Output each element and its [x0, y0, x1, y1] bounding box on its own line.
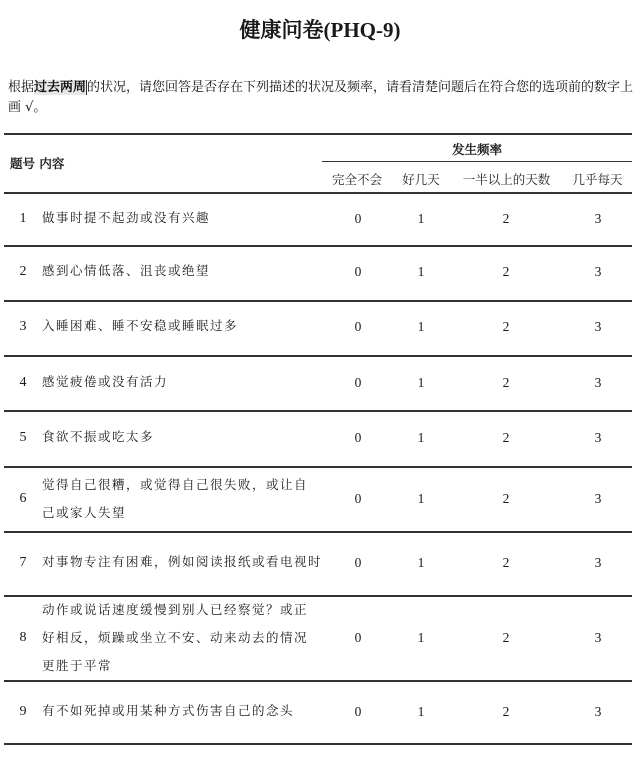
question-text: 有不如死掉或用某种方式伤害自己的念头: [42, 703, 295, 718]
option-0[interactable]: 0: [354, 704, 362, 719]
option-3[interactable]: 3: [594, 704, 602, 719]
page-title: 健康问卷(PHQ-9): [239, 18, 401, 42]
option-3[interactable]: 3: [594, 264, 602, 279]
option-3[interactable]: 3: [594, 555, 602, 570]
row-divider: [4, 531, 632, 533]
option-2[interactable]: 2: [502, 555, 510, 570]
row-divider: [4, 355, 632, 357]
option-0[interactable]: 0: [354, 491, 362, 506]
option-3[interactable]: 3: [594, 430, 602, 445]
option-0[interactable]: 0: [354, 555, 362, 570]
question-number: 1: [19, 211, 27, 226]
question-text: 觉得自己很糟，或觉得自己很失败，或让自己或家人失望: [42, 477, 309, 520]
question-text: 做事时提不起劲或没有兴趣: [42, 210, 211, 225]
option-1[interactable]: 1: [417, 630, 425, 645]
option-2[interactable]: 2: [502, 211, 510, 226]
header-col-several-days: 好几天: [402, 172, 440, 187]
option-3[interactable]: 3: [594, 375, 602, 390]
option-0[interactable]: 0: [354, 319, 362, 334]
option-2[interactable]: 2: [502, 430, 510, 445]
row-divider: [4, 680, 632, 682]
question-text: 感到心情低落、沮丧或绝望: [42, 263, 211, 278]
header-number-content: 题号 内容: [10, 156, 65, 171]
instructions-suffix: 的状况，请您回答是否存在下列描述的状况及频率，请看清楚问题后在符合您的选项前的数字上画 √。: [8, 80, 634, 115]
question-text: 入睡困难、睡不安稳或睡眠过多: [42, 318, 239, 333]
option-1[interactable]: 1: [417, 319, 425, 334]
header-frequency-group: 发生频率: [451, 142, 502, 157]
option-2[interactable]: 2: [502, 630, 510, 645]
option-1[interactable]: 1: [417, 704, 425, 719]
header-sub-rule: [322, 161, 632, 162]
option-0[interactable]: 0: [354, 211, 362, 226]
option-0[interactable]: 0: [354, 630, 362, 645]
option-1[interactable]: 1: [417, 375, 425, 390]
option-1[interactable]: 1: [417, 211, 425, 226]
option-3[interactable]: 3: [594, 491, 602, 506]
question-number: 2: [19, 264, 27, 279]
option-3[interactable]: 3: [594, 630, 602, 645]
option-2[interactable]: 2: [502, 264, 510, 279]
option-0[interactable]: 0: [354, 264, 362, 279]
table-top-rule: [4, 133, 632, 135]
option-2[interactable]: 2: [502, 319, 510, 334]
question-number: 3: [19, 319, 27, 334]
question-text: 食欲不振或吃太多: [42, 429, 155, 444]
option-0[interactable]: 0: [354, 430, 362, 445]
row-divider: [4, 466, 632, 468]
instructions: [8, 78, 636, 118]
option-1[interactable]: 1: [417, 430, 425, 445]
option-1[interactable]: 1: [417, 264, 425, 279]
question-text: 对事物专注有困难，例如阅读报纸或看电视时: [42, 554, 323, 569]
question-number: 8: [19, 630, 27, 645]
option-3[interactable]: 3: [594, 211, 602, 226]
row-divider: [4, 410, 632, 412]
option-0[interactable]: 0: [354, 375, 362, 390]
header-col-not-at-all: 完全不会: [331, 172, 382, 187]
option-2[interactable]: 2: [502, 704, 510, 719]
option-1[interactable]: 1: [417, 555, 425, 570]
question-number: 6: [19, 491, 27, 506]
option-2[interactable]: 2: [502, 491, 510, 506]
header-bottom-rule: [4, 192, 632, 194]
row-divider: [4, 300, 632, 302]
question-text: 感觉疲倦或没有活力: [42, 374, 169, 389]
option-1[interactable]: 1: [417, 491, 425, 506]
instructions-prefix: 根据: [8, 80, 35, 95]
question-number: 9: [19, 704, 27, 719]
question-number: 7: [19, 555, 27, 570]
option-3[interactable]: 3: [594, 319, 602, 334]
question-number: 5: [19, 430, 27, 445]
table-bottom-rule: [4, 743, 632, 745]
header-col-more-than-half: 一半以上的天数: [462, 172, 551, 187]
question-text: 动作或说话速度缓慢到别人已经察觉？或正好相反，烦躁或坐立不安、动来动去的情况更胜于平常: [42, 602, 309, 673]
instructions-highlight: 过去两周: [34, 80, 87, 95]
row-divider: [4, 245, 632, 247]
question-number: 4: [19, 375, 27, 390]
option-2[interactable]: 2: [502, 375, 510, 390]
header-col-nearly-every-day: 几乎每天: [572, 172, 623, 187]
